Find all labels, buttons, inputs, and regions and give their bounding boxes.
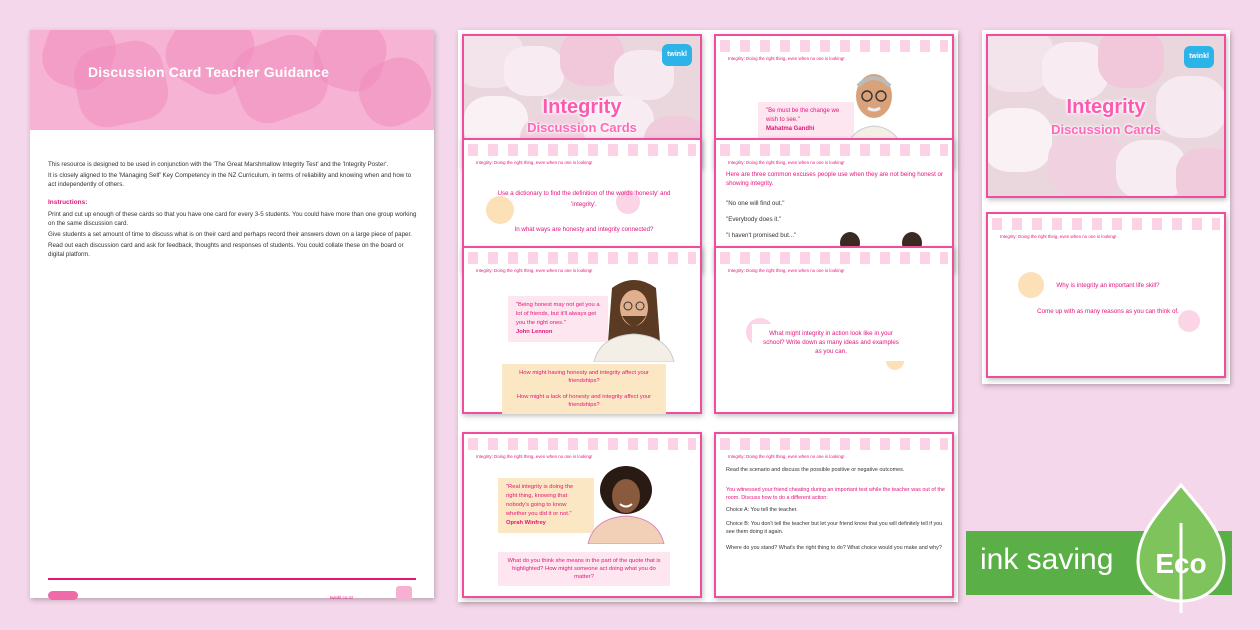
- card-header: Integrity: Doing the right thing, even when no one is looking!: [728, 56, 845, 61]
- oprah-question: What do you think she means in the part of the quote that is highlighted? How might someone act doing what you do matter?: [498, 552, 670, 586]
- choice-a: Choice A: You tell the teacher.: [726, 507, 798, 513]
- excuse-item: "Everybody does it.": [726, 216, 782, 223]
- guidance-alignment: It is closely aligned to the 'Managing Self' Key Competency in the NZ Curriculum, in terms of reliability and knowing when and how to act independently of others.: [48, 172, 412, 188]
- life-skill-question: Why is integrity an important life skill?: [1056, 282, 1160, 289]
- twinkl-logo: [48, 591, 78, 600]
- instruction-item: Read out each discussion card and ask for feedback, thoughts and responses of students. You could collate these on the board or digital platform.: [48, 242, 404, 258]
- lennon-illustration: [590, 278, 676, 362]
- lennon-question-2: How might a lack of honesty and integrity affect your friendships?: [502, 388, 666, 414]
- instruction-item: Print and cut up enough of these cards so that you have one card for every 3-5 students. You could have more than one group working on the same discussion card.: [48, 211, 417, 227]
- discussion-card-scenario: [714, 432, 954, 598]
- card-header: Integrity: Doing the right thing, even when no one is looking!: [728, 268, 845, 273]
- discussion-card-oprah: [462, 432, 702, 598]
- cover-title: Integrity: [542, 96, 622, 118]
- discussion-card-lennon: [462, 246, 702, 414]
- eco-leaf-icon: [1134, 483, 1228, 615]
- eco-badge-text: Eco: [1155, 548, 1207, 579]
- cover-title: Integrity: [1066, 96, 1146, 118]
- card-header: Integrity: Doing the right thing, even when no one is looking!: [476, 160, 593, 165]
- excuse-item: "No one will find out.": [726, 200, 785, 207]
- card-header: Integrity: Doing the right thing, even when no one is looking!: [476, 454, 593, 459]
- footer-divider: [48, 578, 416, 580]
- card-header: Integrity: Doing the right thing, even when no one is looking!: [728, 160, 845, 165]
- excuses-intro: Here are three common excuses people use when they are not being honest or showing integrity.: [726, 171, 944, 187]
- lennon-question-1: How might having honesty and integrity affect your friendships?: [502, 364, 666, 390]
- twinkl-logo: twinkl: [1184, 46, 1214, 68]
- guidance-header: [30, 30, 434, 130]
- dictionary-prompt: Use a dictionary to find the definition of the words 'honesty' and 'integrity'.: [497, 190, 671, 208]
- teacher-guidance-sheet: [30, 30, 434, 598]
- school-question: What might integrity in action look like in your school? Write down as many ideas and examples as you can.: [752, 324, 910, 361]
- guidance-title: Discussion Card Teacher Guidance: [88, 64, 330, 80]
- ink-saving-label: ink saving: [980, 543, 1114, 576]
- cover-card: [986, 34, 1226, 198]
- badge-icon: [396, 586, 412, 600]
- scenario-text: You witnessed your friend cheating during an important test while the teacher was out of the room. Discuss how to do a different action:: [726, 487, 945, 501]
- footer-url: twinkl.co.nz: [330, 595, 354, 600]
- scenario-intro: Read the scenario and discuss the possible positive or negative outcomes.: [726, 467, 905, 473]
- instruction-item: Give students a set amount of time to discuss what is on their card and perhaps record their answers down on a large piece of paper.: [48, 231, 412, 238]
- twinkl-logo: twinkl: [662, 44, 692, 66]
- lennon-quote: "Being honest may not get you a lot of friends, but it'll always get you the right ones." John Lennon: [508, 296, 608, 342]
- oprah-quote: "Real integrity is doing the right thing, knowing that nobody's going to know whether you did it or not." Oprah Winfrey: [498, 478, 594, 533]
- choice-b: Choice B: You don't tell the teacher but let your friend know that you will definitely tell if you see them doing it again.: [726, 521, 943, 535]
- excuse-item: "I haven't promised but...": [726, 232, 797, 239]
- gandhi-quote: "Be must be the change we wish to see." Mahatma Gandhi: [758, 102, 854, 139]
- cover-subtitle: Discussion Cards: [527, 120, 637, 135]
- card-header: Integrity: Doing the right thing, even when no one is looking!: [1000, 234, 1117, 239]
- card-header: Integrity: Doing the right thing, even when no one is looking!: [728, 454, 845, 459]
- dictionary-question: In what ways are honesty and integrity connected?: [514, 226, 654, 233]
- discussion-card-life-skill: [986, 212, 1226, 378]
- guidance-intro: This resource is designed to be used in conjunction with the 'The Great Marshmallow Integrity Test' and the 'Integrity Poster'.: [48, 161, 389, 168]
- scenario-question: Where do you stand? What's the right thing to do? What choice would you make and why?: [726, 545, 942, 551]
- card-header: Integrity: Doing the right thing, even when no one is looking!: [476, 268, 593, 273]
- life-skill-prompt: Come up with as many reasons as you can think of.: [1037, 308, 1179, 315]
- oprah-illustration: [584, 464, 668, 544]
- cover-subtitle: Discussion Cards: [1051, 122, 1161, 137]
- instructions-heading: Instructions:: [48, 199, 88, 206]
- discussion-card-school: [714, 246, 954, 414]
- guidance-body: [48, 130, 418, 261]
